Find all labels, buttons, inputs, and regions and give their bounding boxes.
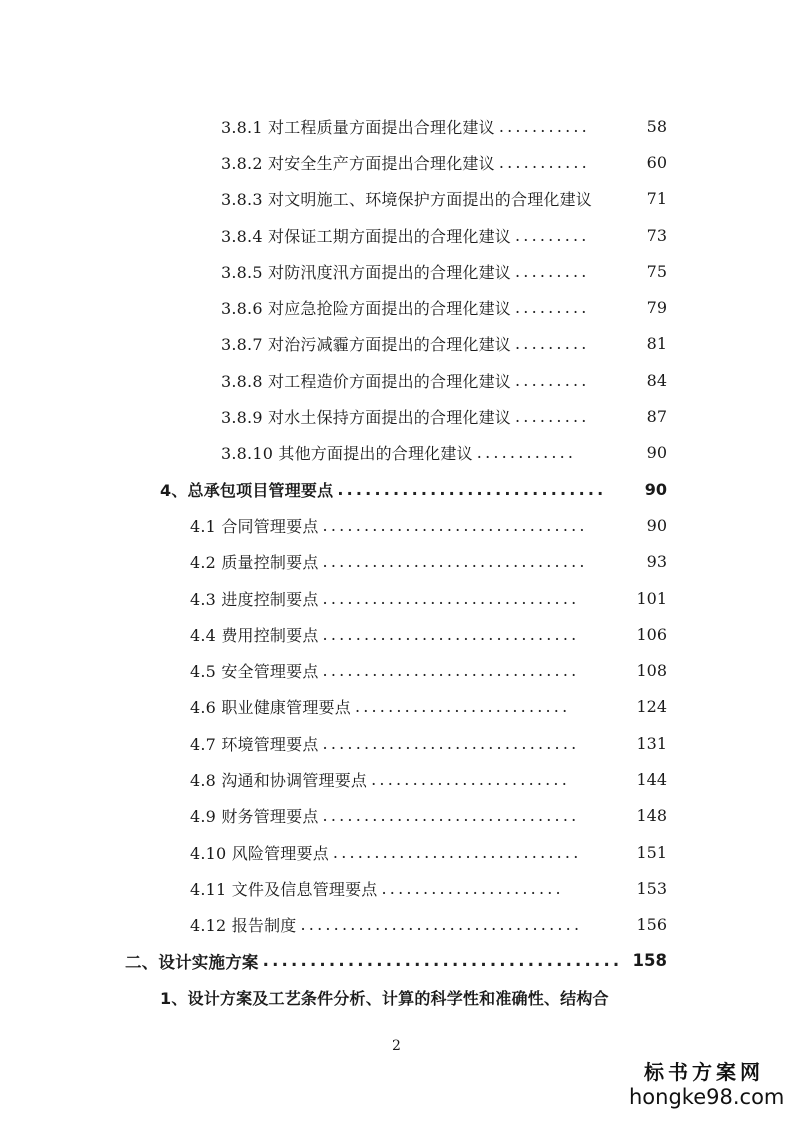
toc-leader-dots: ............................... [322, 733, 580, 753]
table-of-contents [0, 108, 793, 1015]
toc-entry-label: 4.10 风险管理要点 [190, 843, 329, 863]
toc-leader-dots: ............................... [322, 806, 580, 826]
toc-leader-dots: ................................ [322, 552, 588, 572]
toc-leader-dots: ......... [515, 407, 590, 427]
toc-leader-dots: ........... [498, 152, 590, 172]
toc-entry[interactable] [0, 580, 667, 616]
toc-entry-label: 4.2 质量控制要点 [190, 553, 319, 573]
toc-entry-label: 4.4 费用控制要点 [190, 625, 319, 645]
toc-leader-dots: ......... [515, 225, 590, 245]
toc-entry-page: 156 [636, 915, 667, 935]
toc-entry-page: 90 [646, 515, 667, 535]
toc-entry-label: 3.8.7 对治污减霾方面提出的合理化建议 [221, 335, 511, 355]
toc-entry[interactable] [0, 761, 667, 797]
toc-entry-label: 4.6 职业健康管理要点 [190, 698, 351, 718]
toc-entry-page: 58 [646, 116, 667, 136]
toc-entry-label: 1、设计方案及工艺条件分析、计算的科学性和准确性、结构合 [160, 988, 609, 1008]
toc-entry-label: 3.8.8 对工程造价方面提出的合理化建议 [221, 371, 511, 391]
page-number: 2 [392, 1038, 401, 1054]
toc-entry[interactable] [0, 907, 667, 943]
toc-entry-page: 158 [632, 951, 667, 971]
toc-entry-label: 3.8.10 其他方面提出的合理化建议 [221, 444, 473, 464]
toc-entry-label: 二、设计实施方案 [125, 952, 259, 972]
toc-entry-label: 4.8 沟通和协调管理要点 [190, 770, 368, 790]
toc-entry[interactable] [0, 217, 667, 253]
toc-entry-page: 153 [636, 878, 667, 898]
toc-leader-dots: ................................ [322, 515, 588, 535]
toc-entry[interactable] [0, 362, 667, 398]
toc-entry[interactable] [0, 435, 667, 471]
toc-leader-dots: ........... [498, 116, 590, 136]
toc-entry-label: 3.8.3 对文明施工、环境保护方面提出的合理化建议 [221, 190, 592, 210]
toc-entry-page: 124 [636, 697, 667, 717]
toc-entry-page: 101 [636, 588, 667, 608]
toc-entry-page: 106 [636, 624, 667, 644]
toc-entry-label: 4.3 进度控制要点 [190, 589, 319, 609]
toc-entry-page: 75 [646, 261, 667, 281]
toc-entry-label: 3.8.9 对水土保持方面提出的合理化建议 [221, 408, 511, 428]
toc-leader-dots: ............................... [322, 588, 580, 608]
toc-entry[interactable] [0, 181, 667, 217]
toc-entry[interactable] [0, 725, 667, 761]
toc-entry-label: 4.9 财务管理要点 [190, 807, 319, 827]
toc-entry-page: 131 [636, 733, 667, 753]
toc-entry[interactable] [0, 689, 667, 725]
toc-entry-label: 3.8.2 对安全生产方面提出合理化建议 [221, 153, 495, 173]
toc-leader-dots: ............................... [322, 624, 580, 644]
toc-entry[interactable] [0, 326, 667, 362]
toc-leader-dots: .................................. [300, 915, 583, 935]
toc-entry-page: 79 [646, 298, 667, 318]
toc-entry-page: 93 [646, 552, 667, 572]
toc-entry[interactable] [0, 616, 667, 652]
toc-leader-dots: ......... [515, 298, 590, 318]
toc-entry[interactable] [0, 398, 667, 434]
toc-entry-label: 4.11 文件及信息管理要点 [190, 879, 378, 899]
toc-entry-label: 3.8.1 对工程质量方面提出合理化建议 [221, 117, 495, 137]
toc-leader-dots: ...................... [381, 878, 564, 898]
toc-entry-page: 148 [636, 806, 667, 826]
toc-leader-dots: ............ [476, 443, 577, 463]
toc-entry-page: 90 [646, 443, 667, 463]
toc-entry[interactable] [0, 870, 667, 906]
toc-entry-page: 87 [646, 407, 667, 427]
toc-entry[interactable] [0, 507, 667, 543]
toc-entry-label: 4.7 环境管理要点 [190, 734, 319, 754]
toc-entry[interactable] [0, 253, 667, 289]
toc-entry-label: 4、总承包项目管理要点 [160, 480, 334, 500]
toc-entry-page: 144 [636, 769, 667, 789]
watermark-url: hongke98.com [629, 1085, 785, 1109]
toc-entry[interactable] [0, 943, 667, 979]
toc-leader-dots: ......... [515, 334, 590, 354]
toc-entry[interactable] [0, 289, 667, 325]
toc-entry-page: 151 [636, 842, 667, 862]
toc-leader-dots: ...................................... [262, 951, 623, 971]
toc-entry[interactable] [0, 471, 667, 507]
toc-entry[interactable] [0, 834, 667, 870]
watermark-title: 标书方案网 [644, 1060, 764, 1084]
toc-leader-dots: ......... [515, 261, 590, 281]
toc-leader-dots: .......................... [354, 697, 571, 717]
toc-leader-dots: ............................. [337, 479, 607, 499]
toc-entry-label: 3.8.5 对防汛度汛方面提出的合理化建议 [221, 262, 511, 282]
toc-entry-page: 108 [636, 661, 667, 681]
toc-entry-label: 4.1 合同管理要点 [190, 516, 319, 536]
toc-entry-page: 60 [646, 152, 667, 172]
toc-entry-label: 3.8.4 对保证工期方面提出的合理化建议 [221, 226, 511, 246]
toc-entry[interactable] [0, 108, 667, 144]
toc-leader-dots: ........................ [371, 769, 571, 789]
toc-leader-dots: ......... [515, 370, 590, 390]
toc-entry-page: 90 [644, 479, 667, 499]
toc-entry[interactable] [0, 979, 667, 1015]
toc-entry-label: 4.5 安全管理要点 [190, 662, 319, 682]
toc-entry-page: 71 [646, 189, 667, 209]
toc-leader-dots: ............................... [322, 661, 580, 681]
toc-entry-label: 4.12 报告制度 [190, 916, 297, 936]
toc-entry[interactable] [0, 798, 667, 834]
toc-entry-page: 73 [646, 225, 667, 245]
toc-entry-label: 3.8.6 对应急抢险方面提出的合理化建议 [221, 299, 511, 319]
toc-entry[interactable] [0, 144, 667, 180]
toc-leader-dots: .............................. [332, 842, 582, 862]
toc-entry[interactable] [0, 544, 667, 580]
toc-entry[interactable] [0, 652, 667, 688]
site-watermark [629, 1060, 785, 1110]
toc-entry-page: 84 [646, 370, 667, 390]
toc-entry-page: 81 [646, 334, 667, 354]
